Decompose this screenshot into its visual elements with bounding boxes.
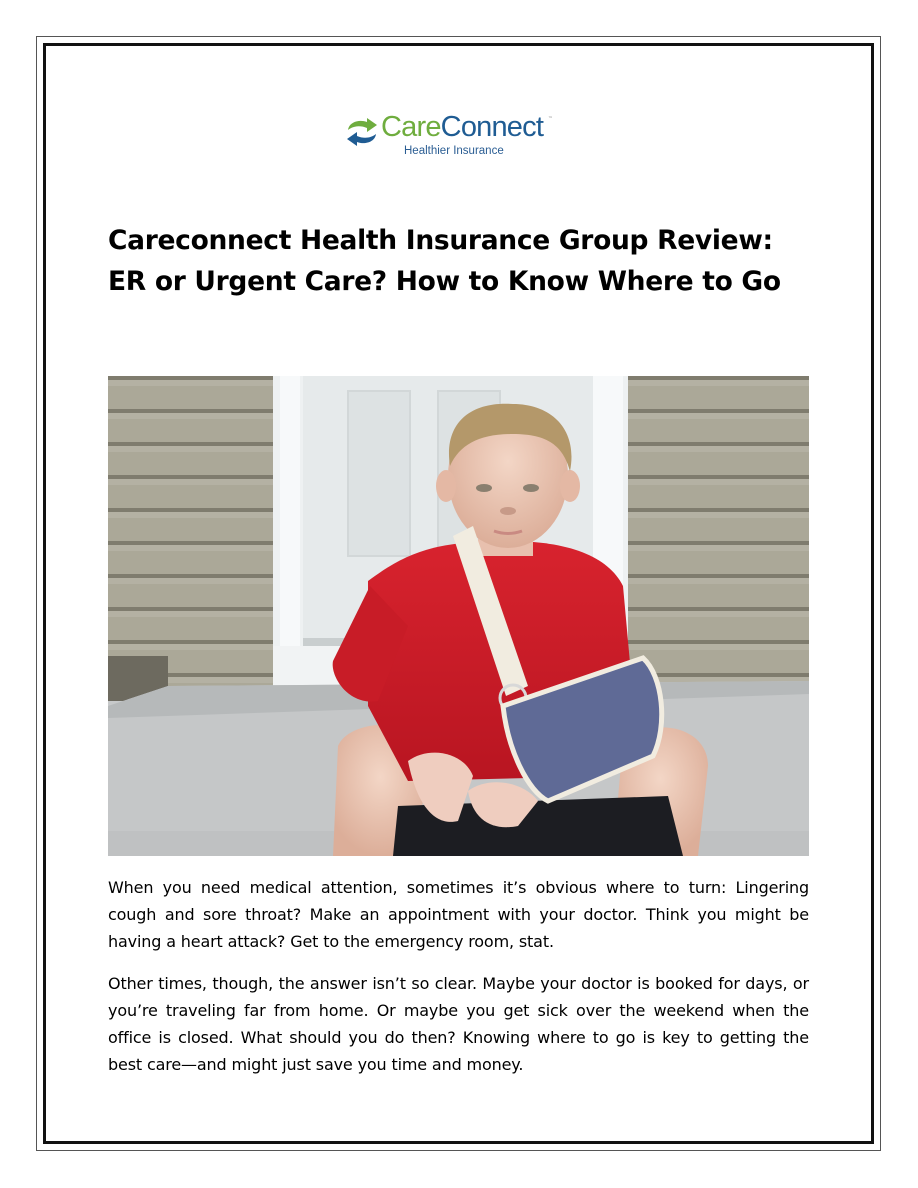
article-title-line2: ER or Urgent Care? How to Know Where to Go (108, 266, 781, 297)
article-paragraph-1: When you need medical attention, sometimes it’s obvious where to turn: Lingering cough and sore throat? Make an appointment with your doctor. Think you might be having a heart attack? Get to the emergency room, stat. (108, 878, 809, 951)
logo-connect-text: Connect (440, 111, 544, 143)
logo-tagline: Healthier Insurance (404, 145, 504, 157)
logo-trademark: ™ (548, 116, 553, 122)
article-title (108, 220, 828, 302)
article-title-line1: Careconnect Health Insurance Group Review: (108, 225, 773, 256)
logo-wordmark (381, 110, 543, 144)
careconnect-logo (345, 112, 560, 162)
article-hero-image (108, 376, 809, 856)
arrows-exchange-icon (345, 116, 379, 148)
logo-care-text: Care (381, 111, 441, 143)
article-paragraph-2: Other times, though, the answer isn’t so clear. Maybe your doctor is booked for days, or you’re traveling far from home. Or maybe you get sick over the weekend when the office is closed. What should you do then? Knowing where to go is key to getting the best care—and might just save you time and money. (108, 974, 809, 1074)
boy-with-arm-sling-photo (108, 376, 809, 856)
